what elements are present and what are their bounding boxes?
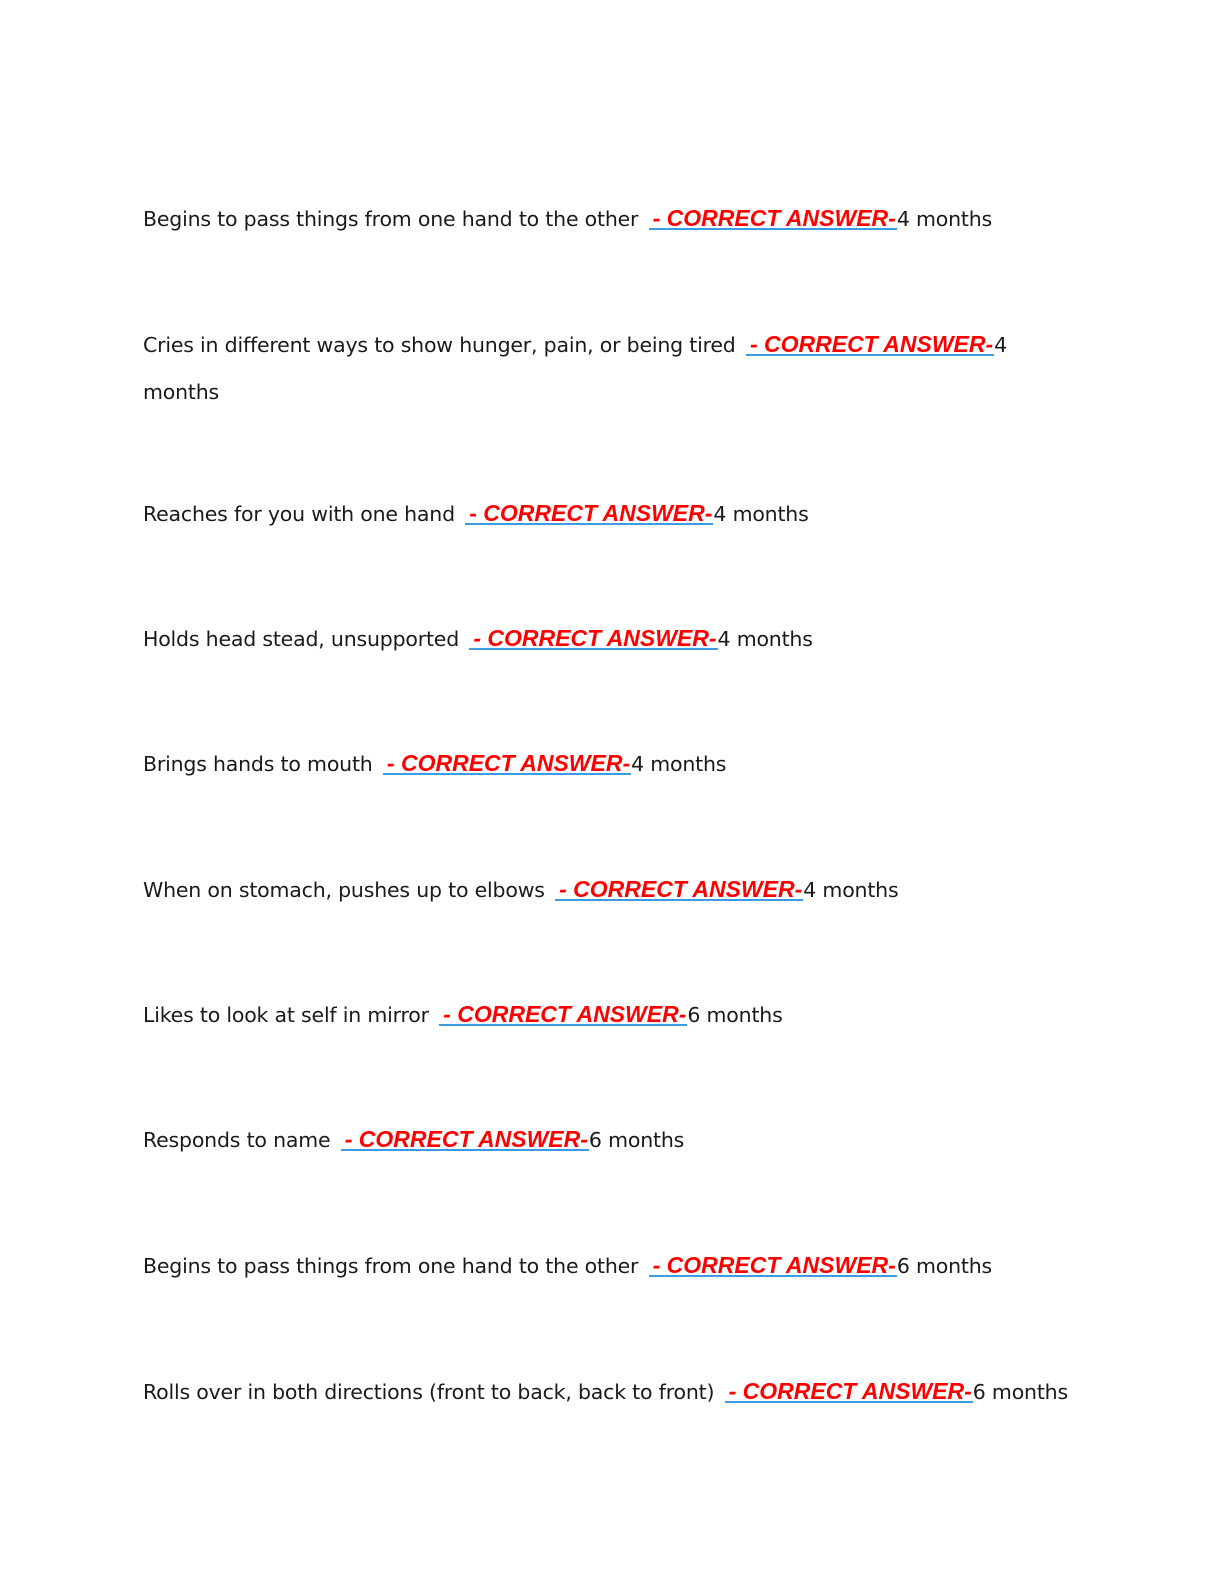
correct-answer-marker: - CORRECT ANSWER-	[439, 1004, 687, 1026]
correct-answer-marker: - CORRECT ANSWER-	[746, 334, 994, 356]
answer-text: 6 months	[588, 1128, 685, 1152]
answer-text: 4 months	[713, 502, 809, 526]
qa-item-1	[143, 196, 1103, 243]
question-text: Reaches for you with one hand	[143, 502, 455, 526]
qa-item-10	[143, 1369, 1153, 1416]
question-text: Begins to pass things from one hand to the other	[143, 207, 639, 231]
question-text: Likes to look at self in mirror	[143, 1003, 429, 1027]
question-text: Holds head stead, unsupported	[143, 627, 460, 651]
answer-text: 4 months	[896, 207, 992, 231]
correct-answer-marker: - CORRECT ANSWER-	[341, 1129, 589, 1151]
answer-text: 6 months	[972, 1380, 1068, 1404]
qa-item-9	[143, 1243, 1103, 1290]
question-text: Cries in different ways to show hunger, pain, or being tired	[143, 333, 736, 357]
qa-item-4	[143, 616, 1103, 663]
qa-item-5	[143, 741, 1103, 788]
answer-text: 4 months	[803, 878, 899, 902]
correct-answer-marker: - CORRECT ANSWER-	[465, 503, 713, 525]
answer-text: 6 months	[896, 1254, 992, 1278]
answer-text: 4 months	[631, 752, 727, 776]
question-text: Rolls over in both directions (front to back, back to front)	[143, 1380, 715, 1404]
correct-answer-marker: - CORRECT ANSWER-	[383, 753, 631, 775]
correct-answer-marker: - CORRECT ANSWER-	[649, 208, 897, 230]
qa-item-7	[143, 992, 1103, 1039]
correct-answer-marker: - CORRECT ANSWER-	[469, 628, 717, 650]
qa-item-6	[143, 867, 1103, 914]
qa-item-3	[143, 491, 1103, 538]
correct-answer-marker: - CORRECT ANSWER-	[649, 1255, 897, 1277]
question-text: When on stomach, pushes up to elbows	[143, 878, 545, 902]
question-text: Begins to pass things from one hand to the other	[143, 1254, 639, 1278]
question-text: Brings hands to mouth	[143, 752, 373, 776]
correct-answer-marker: - CORRECT ANSWER-	[725, 1381, 973, 1403]
answer-text: 4 months	[143, 333, 1007, 404]
answer-text: 4 months	[717, 627, 813, 651]
correct-answer-marker: - CORRECT ANSWER-	[555, 879, 803, 901]
question-text: Responds to name	[143, 1128, 331, 1152]
qa-item-2	[143, 322, 1023, 416]
answer-text: 6 months	[687, 1003, 783, 1027]
qa-item-8	[143, 1117, 1103, 1164]
